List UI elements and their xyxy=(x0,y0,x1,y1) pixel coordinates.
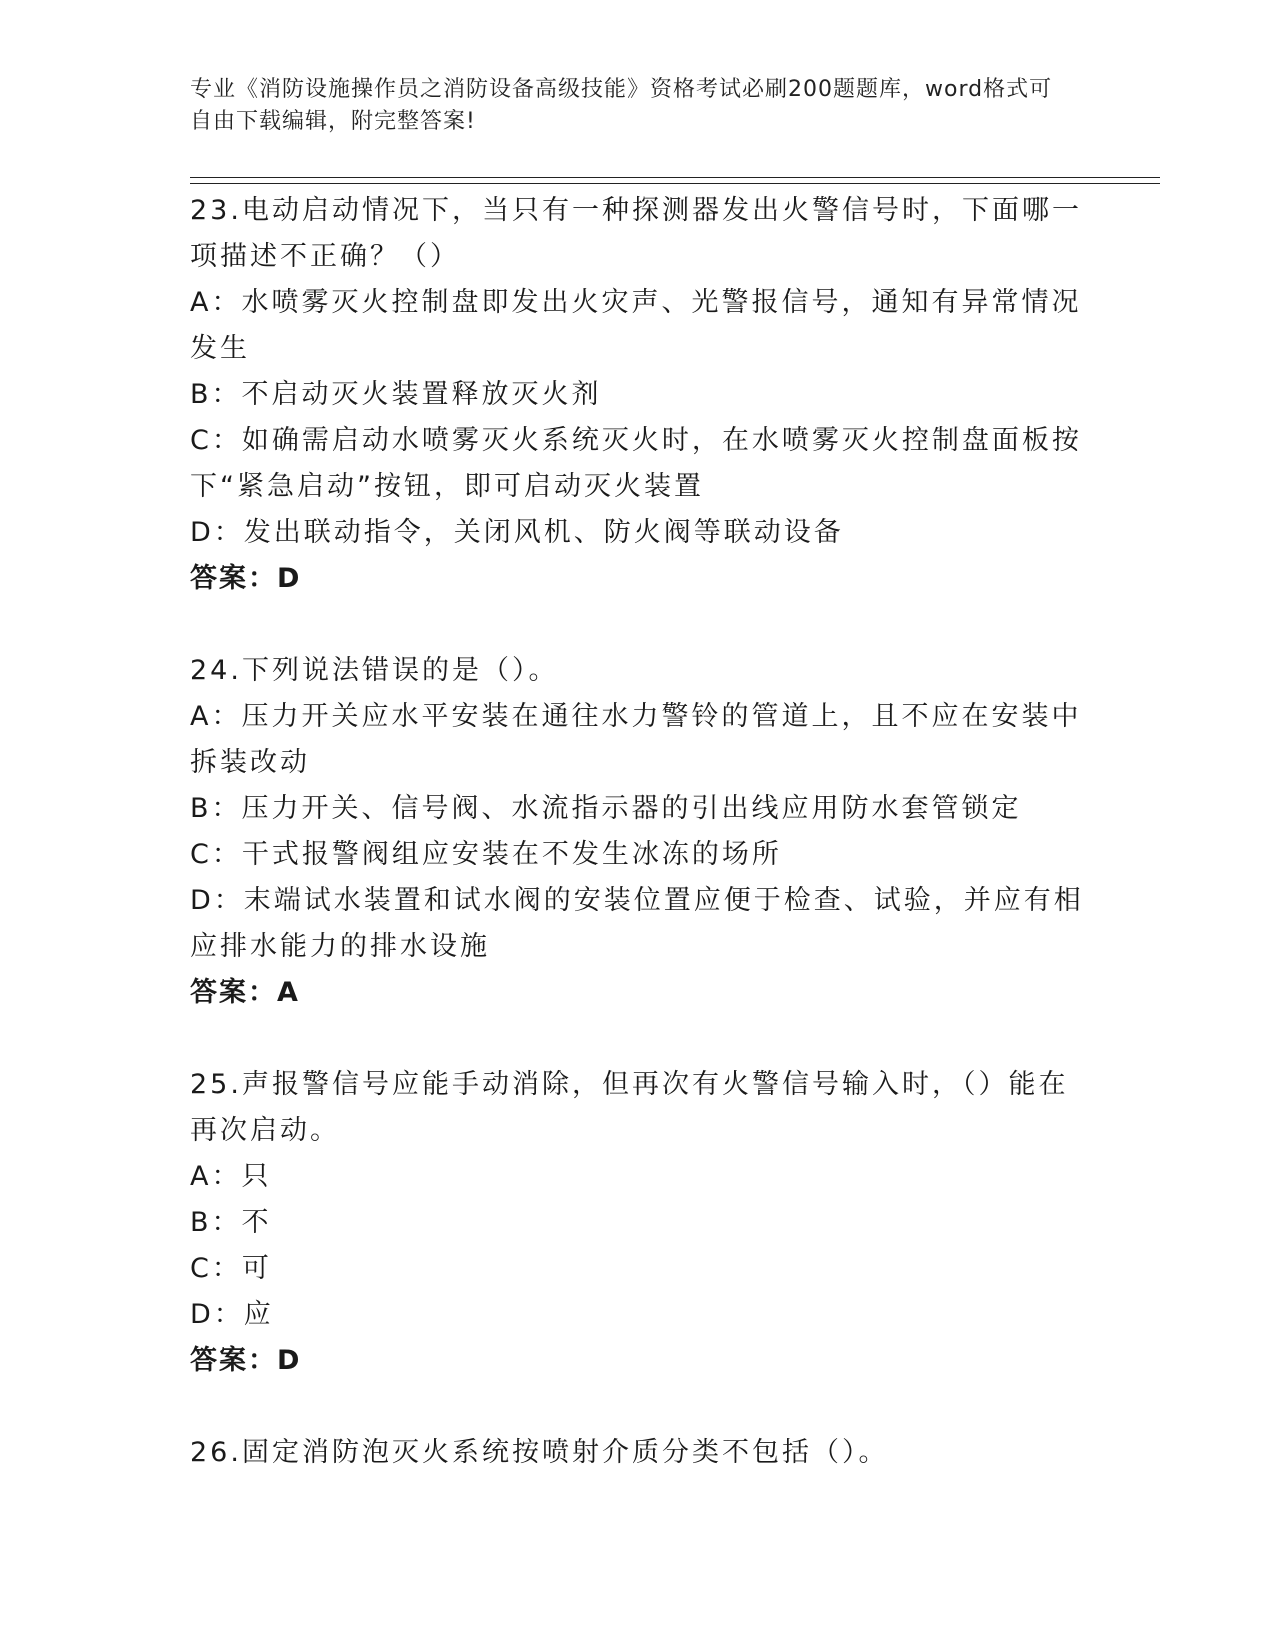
option-b: B：压力开关、信号阀、水流指示器的引出线应用防水套管锁定 xyxy=(190,793,1022,824)
question-26 xyxy=(190,1430,1090,1476)
option-a: A：水喷雾灭火控制盘即发出火灾声、光警报信号，通知有异常情况发生 xyxy=(190,287,1082,364)
question-list xyxy=(190,188,1090,1522)
option-a: A：只 xyxy=(190,1161,272,1192)
answer-line: 答案：A xyxy=(190,977,300,1008)
answer-line: 答案：D xyxy=(190,1345,302,1376)
option-d: D：应 xyxy=(190,1299,274,1330)
option-c: C：如确需启动水喷雾灭火系统灭火时，在水喷雾灭火控制盘面板按下“紧急启动”按钮，即可启动灭火装置 xyxy=(190,425,1082,502)
document-header: 专业《消防设施操作员之消防设备高级技能》资格考试必刷200题题库，word格式可自由下载编辑，附完整答案! xyxy=(190,77,1053,134)
answer-line: 答案：D xyxy=(190,563,302,594)
question-stem: 24.下列说法错误的是（）。 xyxy=(190,655,559,686)
option-b: B：不启动灭火装置释放灭火剂 xyxy=(190,379,602,410)
option-c: C：干式报警阀组应安装在不发生冰冻的场所 xyxy=(190,839,782,870)
question-25 xyxy=(190,1062,1090,1384)
option-d: D：末端试水装置和试水阀的安装位置应便于检查、试验，并应有相应排水能力的排水设施 xyxy=(190,885,1084,962)
option-d: D：发出联动指令，关闭风机、防火阀等联动设备 xyxy=(190,517,844,548)
question-23 xyxy=(190,188,1090,602)
question-stem: 26.固定消防泡灭火系统按喷射介质分类不包括（）。 xyxy=(190,1437,889,1468)
header-rule-top xyxy=(190,177,1160,178)
question-stem: 23.电动启动情况下，当只有一种探测器发出火警信号时，下面哪一项描述不正确？（） xyxy=(190,195,1082,272)
option-a: A：压力开关应水平安装在通往水力警铃的管道上，且不应在安装中拆装改动 xyxy=(190,701,1082,778)
question-24 xyxy=(190,648,1090,1016)
header-rule-bottom xyxy=(190,183,1160,184)
option-c: C：可 xyxy=(190,1253,272,1284)
question-stem: 25.声报警信号应能手动消除，但再次有火警信号输入时，（）能在再次启动。 xyxy=(190,1069,1069,1146)
option-b: B：不 xyxy=(190,1207,272,1238)
